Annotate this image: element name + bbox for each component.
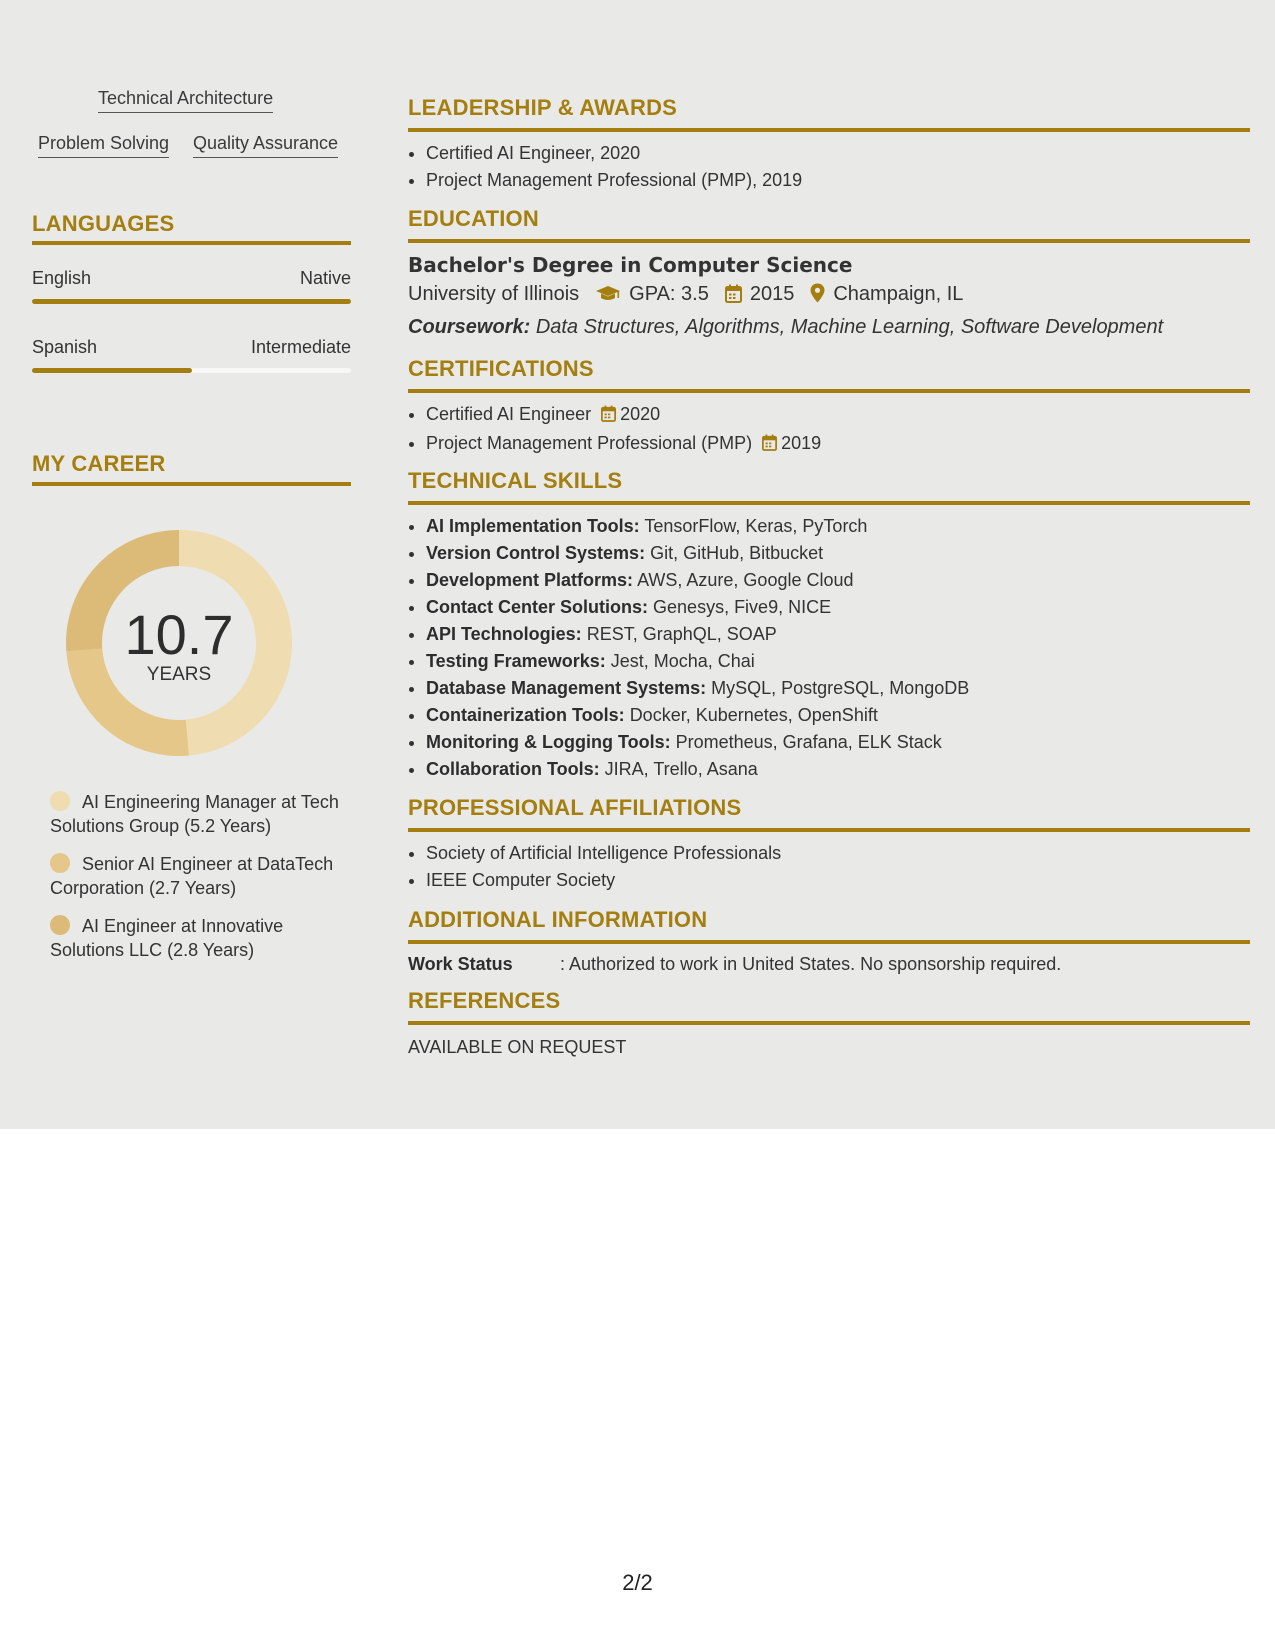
certifications-section — [408, 355, 1250, 459]
certifications-title: CERTIFICATIONS — [408, 356, 594, 381]
career-legend-item — [50, 852, 340, 900]
education-details — [408, 279, 1250, 312]
career-legend-label: AI Engineer at Innovative Solutions LLC (2.8 Years) — [50, 916, 284, 960]
certification-year: 2019 — [781, 433, 822, 453]
leadership-section — [408, 94, 1250, 194]
skill-tag: Problem Solving — [38, 133, 169, 158]
certification-name: Project Management Professional (PMP) — [426, 433, 753, 453]
list-item: • Certified AI Engineer, 2020 — [426, 140, 1250, 167]
skill-label: Version Control Systems: — [426, 543, 646, 563]
technical-skills-list — [408, 513, 1250, 783]
skill-label: API Technologies: — [426, 624, 582, 644]
skill-item — [426, 594, 1250, 621]
coursework — [408, 312, 1250, 342]
skill-label: Contact Center Solutions: — [426, 597, 649, 617]
skill-item — [426, 756, 1250, 783]
list-item: • Project Management Professional (PMP), 2019 — [426, 167, 1250, 194]
education-section — [408, 205, 1250, 342]
skill-item — [426, 675, 1250, 702]
coursework-list: Data Structures, Algorithms, Machine Learning, Software Development — [535, 316, 1164, 338]
coursework-label: Coursework: — [408, 316, 531, 338]
calendar-icon — [725, 282, 742, 312]
skill-item — [426, 621, 1250, 648]
list-item: • Society of Artificial Intelligence Professionals — [426, 840, 1250, 867]
skill-item — [426, 702, 1250, 729]
career-legend-item — [50, 790, 340, 838]
career-legend-label: Senior AI Engineer at DataTech Corporation (2.7 Years) — [50, 854, 334, 898]
language-bar-fill — [32, 368, 192, 373]
skill-tag: Quality Assurance — [193, 133, 338, 158]
skill-value: MySQL, PostgreSQL, MongoDB — [711, 678, 970, 698]
graduation-year: 2015 — [749, 283, 795, 305]
section-rule — [408, 128, 1250, 132]
technical-skills-title: TECHNICAL SKILLS — [408, 468, 623, 493]
section-rule — [408, 501, 1250, 505]
certification-name: Certified AI Engineer — [426, 404, 592, 424]
language-bar — [32, 368, 351, 373]
section-rule — [408, 828, 1250, 832]
skill-label: Testing Frameworks: — [426, 651, 606, 671]
skill-value: Jest, Mocha, Chai — [610, 651, 755, 671]
certifications-list — [408, 401, 1250, 459]
career-legend-label: AI Engineering Manager at Tech Solutions Group (5.2 Years) — [50, 792, 339, 836]
language-level: Native — [299, 268, 351, 288]
donut-center — [66, 530, 292, 756]
language-row — [32, 337, 351, 358]
references-section — [408, 987, 1250, 1058]
skill-value: Git, GitHub, Bitbucket — [650, 543, 824, 563]
skill-label: Database Management Systems: — [426, 678, 707, 698]
calendar-icon — [762, 432, 777, 459]
work-status-value: : Authorized to work in United States. No sponsorship required. — [560, 954, 1062, 974]
work-status-row — [408, 954, 1250, 975]
degree-title: Bachelor's Degree in Computer Science — [408, 253, 853, 277]
gpa: GPA: 3.5 — [629, 283, 709, 305]
legend-dot-icon — [50, 915, 70, 935]
section-rule — [408, 1021, 1250, 1025]
skill-value: JIRA, Trello, Asana — [604, 759, 758, 779]
references-text: AVAILABLE ON REQUEST — [408, 1037, 627, 1057]
skill-item — [426, 729, 1250, 756]
career-legend — [50, 790, 340, 976]
skill-label: Collaboration Tools: — [426, 759, 600, 779]
calendar-icon — [601, 403, 616, 430]
skill-value: Docker, Kubernetes, OpenShift — [629, 705, 878, 725]
additional-info-section — [408, 906, 1250, 975]
skill-value: AWS, Azure, Google Cloud — [637, 570, 854, 590]
skill-value: TensorFlow, Keras, PyTorch — [644, 516, 868, 536]
skill-value: Genesys, Five9, NICE — [653, 597, 832, 617]
skill-item — [426, 567, 1250, 594]
career-legend-item — [50, 914, 340, 962]
languages-rule — [32, 241, 351, 245]
language-row — [32, 268, 351, 289]
career-rule — [32, 482, 351, 486]
skill-item — [426, 648, 1250, 675]
skill-item — [426, 513, 1250, 540]
section-rule — [408, 239, 1250, 243]
skill-label: Monitoring & Logging Tools: — [426, 732, 671, 752]
graduation-cap-icon — [595, 282, 621, 312]
leadership-list — [408, 140, 1250, 194]
certification-item — [426, 430, 1250, 459]
affiliations-section — [408, 794, 1250, 894]
language-level: Intermediate — [250, 337, 351, 357]
certification-item — [426, 401, 1250, 430]
section-rule — [408, 940, 1250, 944]
career-years-unit: YEARS — [146, 664, 212, 685]
references-title: REFERENCES — [408, 988, 561, 1013]
technical-skills-section — [408, 467, 1250, 783]
certification-year: 2020 — [620, 404, 661, 424]
leadership-title: LEADERSHIP & AWARDS — [408, 95, 678, 120]
legend-dot-icon — [50, 791, 70, 811]
legend-dot-icon — [50, 853, 70, 873]
additional-info-title: ADDITIONAL INFORMATION — [408, 907, 708, 932]
skill-label: Containerization Tools: — [426, 705, 625, 725]
skill-label: Development Platforms: — [426, 570, 634, 590]
career-donut-chart — [66, 530, 292, 756]
skill-tag: Technical Architecture — [98, 88, 273, 113]
language-bar-fill — [32, 299, 351, 304]
language-name: Spanish — [32, 337, 98, 357]
skill-label: AI Implementation Tools: — [426, 516, 640, 536]
affiliations-list — [408, 840, 1250, 894]
affiliations-title: PROFESSIONAL AFFILIATIONS — [408, 795, 742, 820]
skill-item — [426, 540, 1250, 567]
career-title: MY CAREER — [32, 451, 166, 476]
school-name: University of Illinois — [408, 283, 580, 305]
career-total-years: 10.7 — [124, 603, 234, 666]
work-status-label: Work Status — [408, 954, 513, 974]
skill-value: Prometheus, Grafana, ELK Stack — [675, 732, 942, 752]
section-rule — [408, 389, 1250, 393]
page-number: 2/2 — [622, 1570, 653, 1595]
languages-title: LANGUAGES — [32, 211, 175, 236]
skill-value: REST, GraphQL, SOAP — [586, 624, 777, 644]
language-bar — [32, 299, 351, 304]
education-title: EDUCATION — [408, 206, 539, 231]
location-pin-icon — [810, 282, 825, 312]
language-name: English — [32, 268, 92, 288]
school-location: Champaign, IL — [833, 283, 964, 305]
list-item: • IEEE Computer Society — [426, 867, 1250, 894]
